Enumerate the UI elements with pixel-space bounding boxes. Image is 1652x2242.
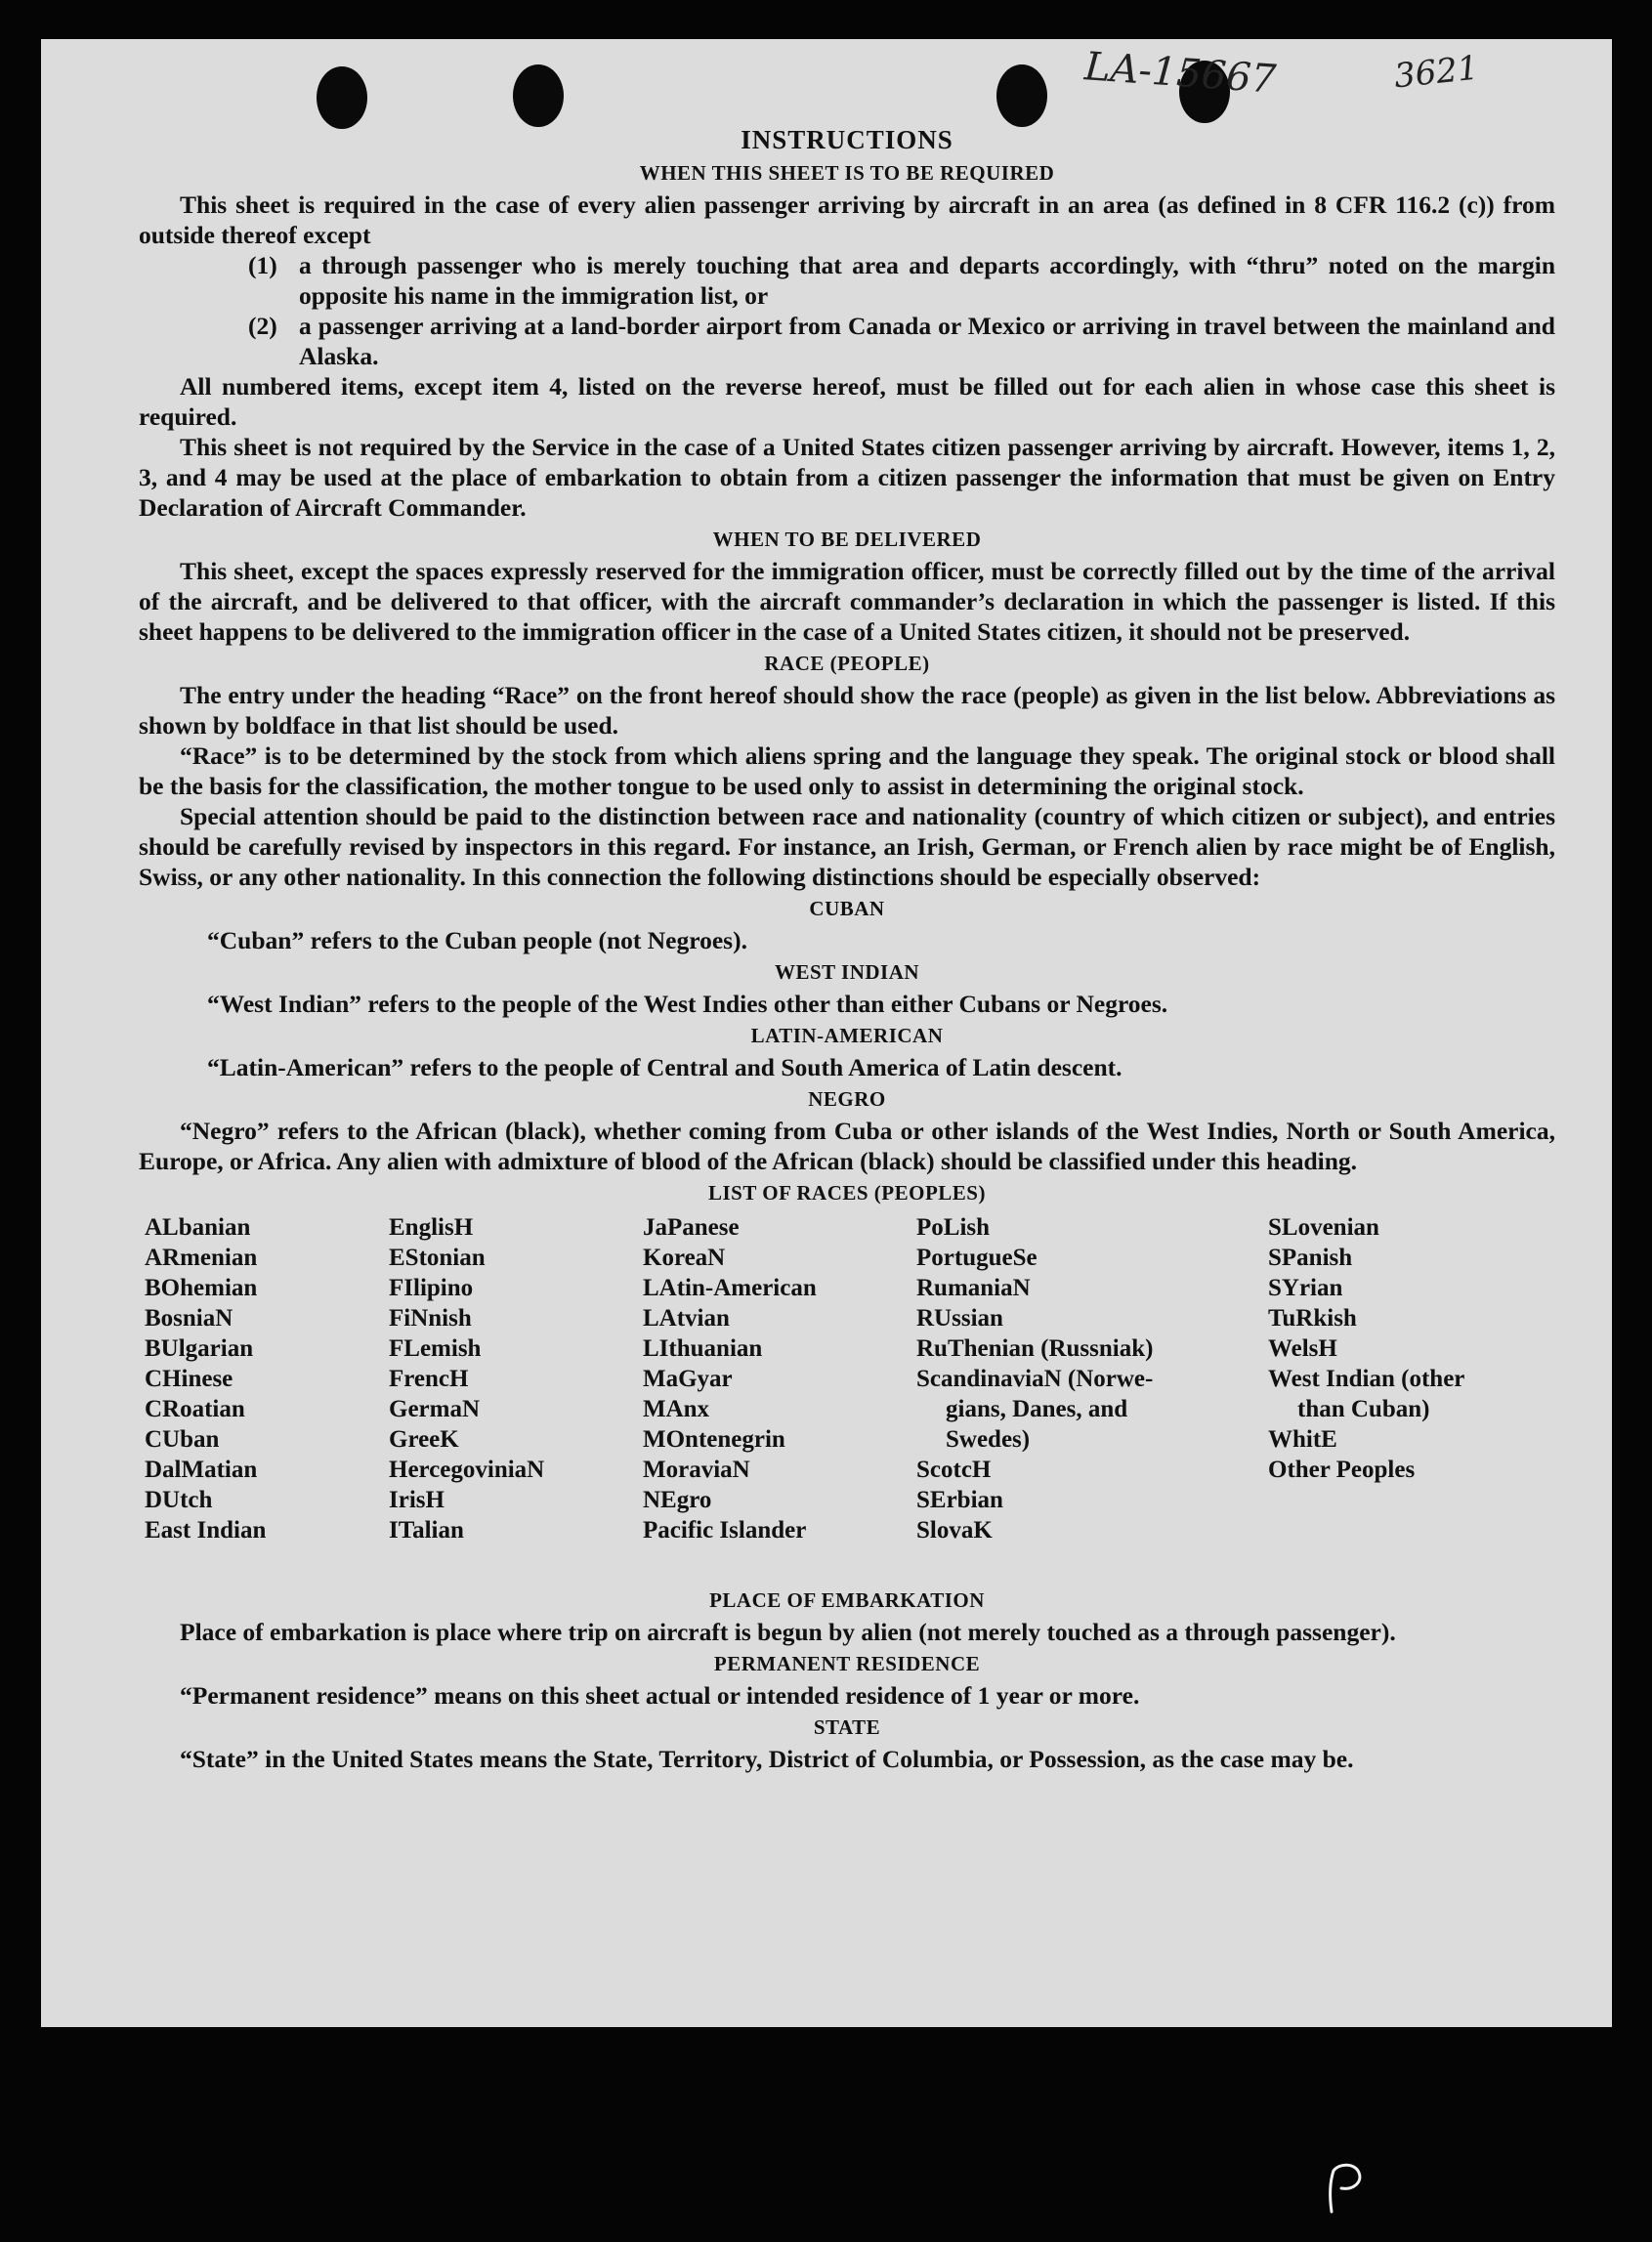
race-entry: FLemish: [389, 1335, 482, 1362]
page-title: INSTRUCTIONS: [741, 125, 953, 154]
instructions-content: [139, 125, 1555, 1774]
race-entry: WelsH: [1268, 1335, 1337, 1362]
heading-negro: NEGRO: [808, 1087, 886, 1111]
race-entry: ScotcH: [916, 1457, 992, 1483]
heading-race: RACE (PEOPLE): [764, 652, 930, 675]
race-entry: SlovaK: [916, 1517, 993, 1544]
punch-hole: [513, 64, 564, 127]
race-entry: HercegoviniaN: [389, 1457, 545, 1483]
race-entry: EnglisH: [389, 1214, 474, 1241]
race-entry: SPanish: [1268, 1245, 1353, 1271]
numbered-items-paragraph: All numbered items, except item 4, listed on the reverse hereof, must be filled out for each alien in whose case this sheet is required.: [139, 372, 1555, 431]
race-entry: ARmenian: [145, 1245, 258, 1271]
race-entry: GermaN: [389, 1396, 481, 1422]
race-entry: MOntenegrin: [643, 1426, 785, 1453]
race-entry: RUssian: [916, 1305, 1003, 1332]
race-entry: PortugueSe: [916, 1245, 1038, 1271]
heading-when-delivered: WHEN TO BE DELIVERED: [712, 528, 982, 551]
race-column: [643, 1212, 817, 1545]
document-sheet: [41, 39, 1612, 2027]
exception-number: (1): [248, 251, 277, 279]
race-entry: gians, Danes, and: [946, 1396, 1128, 1422]
race-entry: than Cuban): [1297, 1396, 1430, 1422]
race-entry: EStonian: [389, 1245, 486, 1271]
race-entry: ScandinaviaN (Norwe-: [916, 1366, 1154, 1392]
heading-west-indian: WEST INDIAN: [774, 960, 920, 984]
race-entry: Other Peoples: [1268, 1457, 1416, 1483]
punch-hole: [996, 64, 1047, 127]
race-entry: MaGyar: [643, 1366, 733, 1392]
heading-embarkation: PLACE OF EMBARKATION: [709, 1588, 985, 1612]
residence-text: “Permanent residence” means on this sheet actual or intended residence of 1 year or more.: [180, 1681, 1140, 1710]
race-paragraph-3: Special attention should be paid to the distinction between race and nationality (country of which citizen or subject), and entries should be carefully revised by inspectors in this regard. For instance, an Irish, German, or French alien by race might be of English, Swiss, or any other nationality. In this connection the following distinctions should be especially observed:: [139, 802, 1555, 891]
race-entry: DUtch: [145, 1487, 213, 1513]
race-entry: Pacific Islander: [643, 1517, 807, 1544]
race-entry: Swedes): [946, 1426, 1031, 1453]
race-entry: GreeK: [389, 1426, 459, 1453]
race-entry: ALbanian: [145, 1214, 251, 1241]
race-entry: SYrian: [1268, 1275, 1343, 1301]
heading-permanent-residence: PERMANENT RESIDENCE: [713, 1652, 981, 1675]
race-entry: NEgro: [643, 1487, 712, 1513]
race-entry: FrencH: [389, 1366, 469, 1392]
handwritten-corner-number: 3621: [1392, 48, 1481, 97]
race-entry: LAtvian: [643, 1305, 730, 1332]
race-entry: FIlipino: [389, 1275, 474, 1301]
latin-american-definition: “Latin-American” refers to the people of Central and South America of Latin descent.: [207, 1053, 1123, 1081]
race-paragraph-2: “Race” is to be determined by the stock from which aliens spring and the language they speak. The original stock or blood shall be the basis for the classification, the mother tongue to be used only to assist in determining the original stock.: [139, 741, 1555, 800]
race-entry: SErbian: [916, 1487, 1003, 1513]
exception-item: [139, 250, 1555, 311]
race-entry: BUlgarian: [145, 1335, 254, 1362]
race-entry: FiNnish: [389, 1305, 472, 1332]
cuban-definition: “Cuban” refers to the Cuban people (not Negroes).: [207, 926, 747, 954]
exception-item: [139, 311, 1555, 371]
race-entry: CRoatian: [145, 1396, 245, 1422]
heading-cuban: CUBAN: [809, 897, 885, 920]
race-entry: IrisH: [389, 1487, 445, 1513]
exception-number: (2): [248, 312, 277, 340]
heading-when-required: WHEN THIS SHEET IS TO BE REQUIRED: [639, 161, 1055, 185]
race-entry: BOhemian: [145, 1275, 258, 1301]
exception-text: a through passenger who is merely touching that area and departs accordingly, with “thru” noted on the margin opposite his name in the immigration list, or: [299, 251, 1555, 310]
heading-latin-american: LATIN-AMERICAN: [750, 1024, 944, 1047]
when-required-intro: This sheet is required in the case of every alien passenger arriving by aircraft in an area (as defined in 8 CFR 116.2 (c)) from outside thereof except: [139, 190, 1555, 249]
race-entry: KoreaN: [643, 1245, 726, 1271]
race-entry: CHinese: [145, 1366, 233, 1392]
race-entry: PoLish: [916, 1214, 991, 1241]
race-entry: MoraviaN: [643, 1457, 750, 1483]
race-entry: ITalian: [389, 1517, 464, 1544]
when-delivered-text: This sheet, except the spaces expressly reserved for the immigration officer, must be correctly filled out by the time of the arrival of the aircraft, and be delivered to that officer, with the aircraft commander’s declaration in which the passenger is listed. If this sheet happens to be delivered to the immigration officer in the case of a United States citizen, it should not be preserved.: [139, 557, 1555, 646]
race-paragraph-1: The entry under the heading “Race” on the front hereof should show the race (people) as given in the list below. Abbreviations as shown by boldface in that list should be used.: [139, 681, 1555, 740]
race-entry: CUban: [145, 1426, 220, 1453]
citizen-paragraph: This sheet is not required by the Service in the case of a United States citizen passenger arriving by aircraft. However, items 1, 2, 3, and 4 may be used at the place of embarkation to obtain from a citizen passenger the information that must be given on Entry Declaration of Aircraft Commander.: [139, 433, 1555, 522]
negro-definition: “Negro” refers to the African (black), whether coming from Cuba or other islands of the West Indies, North or South America, Europe, or Africa. Any alien with admixture of blood of the African (black) should be classified under this heading.: [139, 1117, 1555, 1175]
race-entry: LIthuanian: [643, 1335, 763, 1362]
race-entry: West Indian (other: [1268, 1366, 1465, 1392]
race-column: [916, 1212, 1153, 1545]
embarkation-text: Place of embarkation is place where trip on aircraft is begun by alien (not merely touched as a through passenger).: [180, 1618, 1396, 1646]
race-column: [389, 1212, 544, 1545]
race-column: [145, 1212, 266, 1545]
race-list: [139, 1212, 1555, 1584]
race-entry: JaPanese: [643, 1214, 740, 1241]
state-text: “State” in the United States means the State, Territory, District of Columbia, or Possession, as the case may be.: [180, 1745, 1354, 1773]
race-column: [1268, 1212, 1464, 1485]
handwritten-mark-p: [1324, 2161, 1367, 2218]
race-entry: RumaniaN: [916, 1275, 1031, 1301]
race-entry: DalMatian: [145, 1457, 258, 1483]
race-entry: RuThenian (Russniak): [916, 1335, 1154, 1362]
race-entry: TuRkish: [1268, 1305, 1357, 1332]
west-indian-definition: “West Indian” refers to the people of the West Indies other than either Cubans or Negroes.: [207, 990, 1168, 1018]
race-entry: East Indian: [145, 1517, 267, 1544]
heading-list-of-races: LIST OF RACES (PEOPLES): [708, 1181, 986, 1205]
race-entry: LAtin-American: [643, 1275, 817, 1301]
race-entry: WhitE: [1268, 1426, 1337, 1453]
race-entry: SLovenian: [1268, 1214, 1379, 1241]
heading-state: STATE: [813, 1715, 881, 1739]
punch-hole: [317, 66, 367, 129]
handwritten-file-number: LA-15667: [1082, 44, 1278, 103]
race-entry: MAnx: [643, 1396, 710, 1422]
exception-text: a passenger arriving at a land-border airport from Canada or Mexico or arriving in travel between the mainland and Alaska.: [299, 312, 1555, 370]
race-entry: BosniaN: [145, 1305, 233, 1332]
